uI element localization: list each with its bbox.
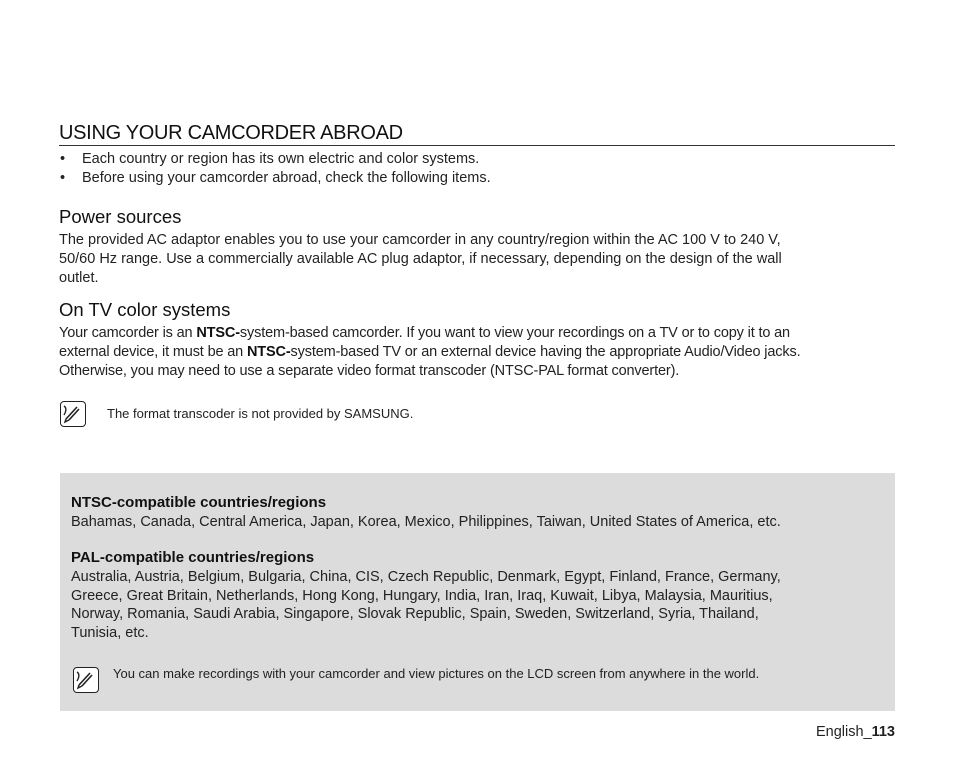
footer-language: English_: [815, 724, 872, 740]
section-title: USING YOUR CAMCORDER ABROAD: [59, 121, 895, 146]
pal-countries: [71, 568, 871, 643]
power-sources-paragraph: [59, 231, 899, 288]
paragraph-line: outlet.: [59, 270, 99, 286]
pal-line: Greece, Great Britain, Netherlands, Hong Kong, Hungary, India, Iran, Iraq, Kuwait, Libya, Malaysia, Mauritius,: [71, 587, 773, 604]
note-text: The format transcoder is not provided by SAMSUNG.: [107, 406, 414, 421]
text-run: system-based TV or an external device having the appropriate Audio/Video jacks.: [290, 344, 801, 360]
pal-line: Tunisia, etc.: [71, 625, 149, 642]
text-run: Your camcorder is an: [59, 325, 197, 341]
ntsc-bold: NTSC-: [196, 325, 240, 341]
tv-color-systems-paragraph: [59, 324, 899, 381]
text-run: external device, it must be an: [59, 344, 247, 360]
ntsc-countries: Bahamas, Canada, Central America, Japan, Korea, Mexico, Philippines, Taiwan, United States of America, etc.: [71, 514, 781, 530]
paragraph-line: Otherwise, you may need to use a separate video format transcoder (NTSC-PAL format converter).: [59, 363, 680, 379]
paragraph-line: [59, 324, 899, 343]
pal-line: Norway, Romania, Saudi Arabia, Singapore, Slovak Republic, Spain, Sweden, Switzerland, Syria, Thailand,: [71, 606, 759, 623]
intro-bullet-list: [59, 150, 895, 188]
text-run: system-based camcorder. If you want to view your recordings on a TV or to copy it to an: [239, 325, 790, 341]
pal-heading: PAL-compatible countries/regions: [71, 549, 315, 566]
tv-color-systems-heading: On TV color systems: [59, 299, 231, 320]
power-sources-heading: Power sources: [59, 206, 182, 227]
bullet-item: • Each country or region has its own electric and color systems.: [59, 150, 895, 169]
paragraph-line: The provided AC adaptor enables you to use your camcorder in any country/region within the AC 100 V to 240 V,: [59, 232, 781, 248]
pal-line: Australia, Austria, Belgium, Bulgaria, China, CIS, Czech Republic, Denmark, Egypt, Finland, France, Germany,: [71, 569, 781, 585]
box-note-text: You can make recordings with your camcorder and view pictures on the LCD screen from anywhere in the world.: [113, 666, 760, 681]
page-footer: [816, 723, 895, 741]
note-pencil-icon: [73, 667, 99, 693]
bullet-item: • Before using your camcorder abroad, check the following items.: [59, 169, 895, 188]
note-pencil-icon: [60, 401, 86, 427]
ntsc-heading: NTSC-compatible countries/regions: [71, 494, 327, 511]
page-number: 113: [871, 724, 895, 740]
ntsc-bold: NTSC-: [246, 344, 291, 360]
paragraph-line: [59, 343, 899, 362]
paragraph-line: 50/60 Hz range. Use a commercially available AC plug adaptor, if necessary, depending on the design of the wall: [59, 251, 782, 267]
